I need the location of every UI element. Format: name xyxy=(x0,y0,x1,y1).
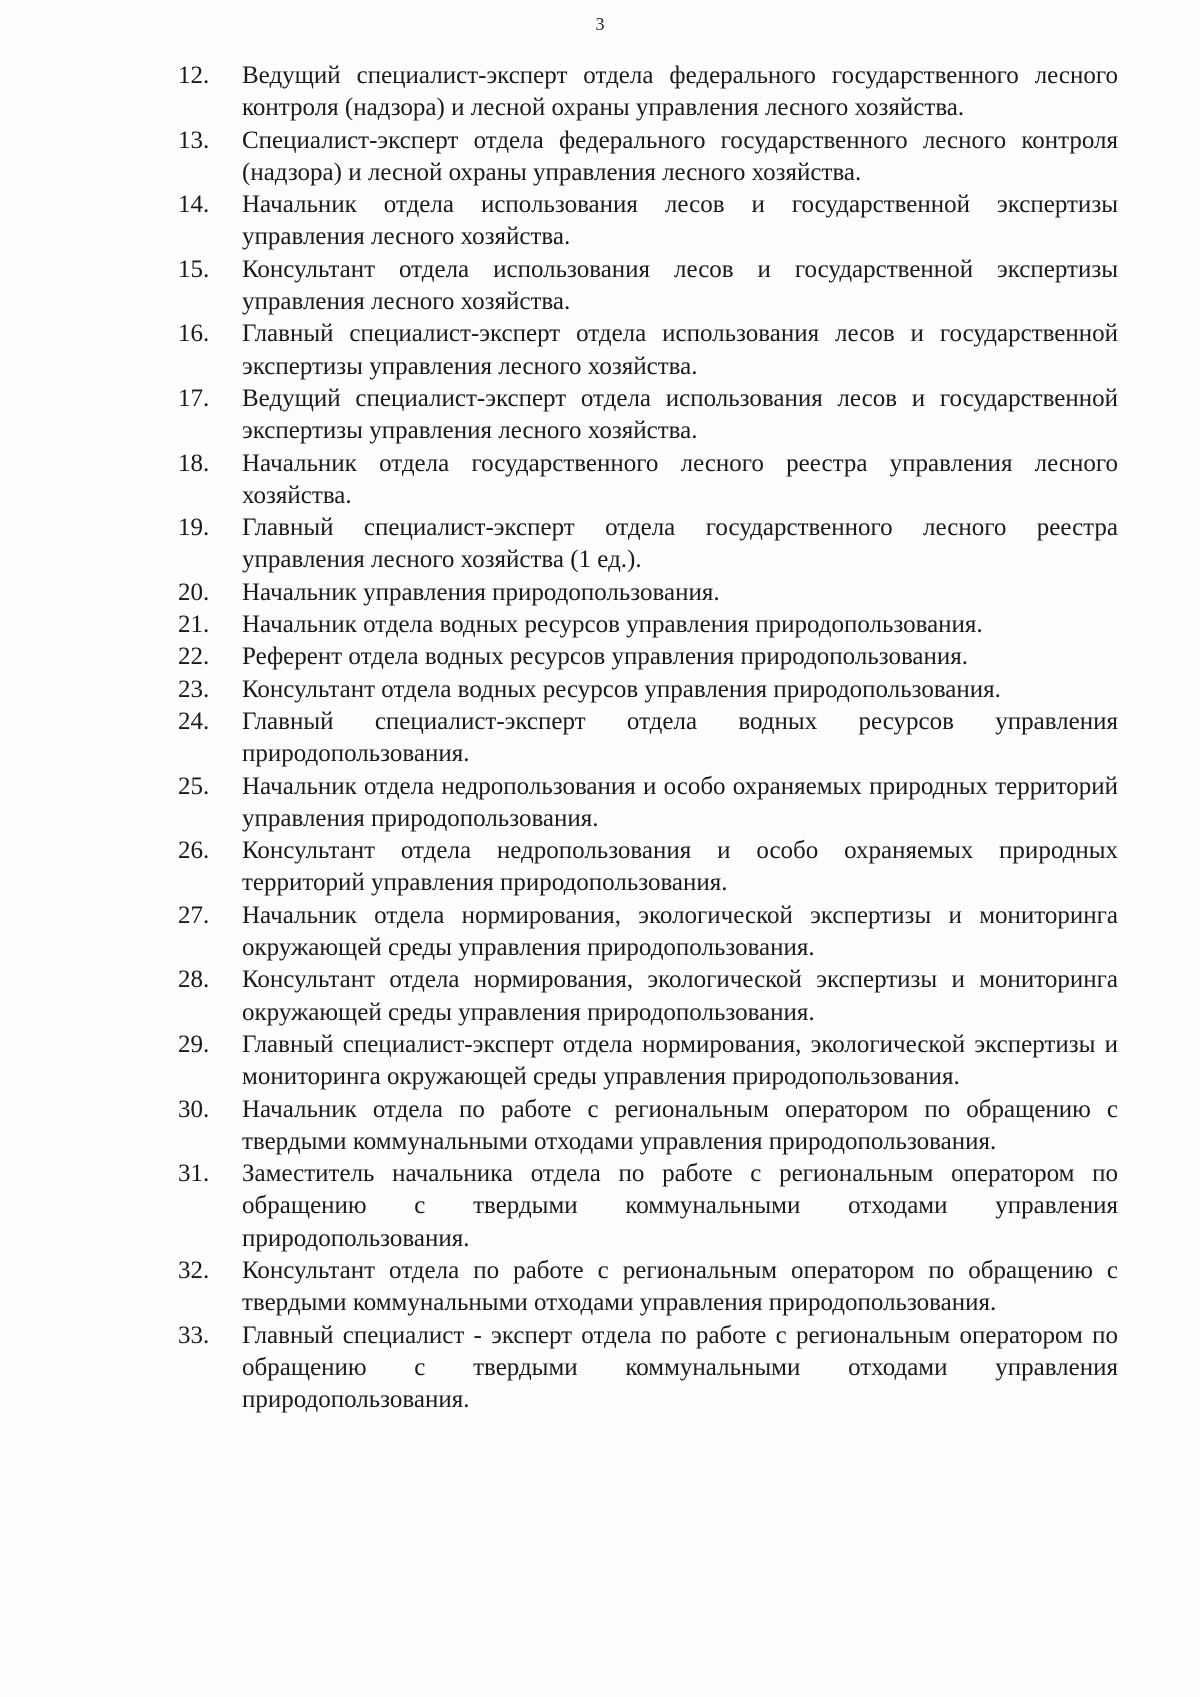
list-item xyxy=(178,706,1118,771)
item-number: 27. xyxy=(178,901,210,929)
item-number: 22. xyxy=(178,643,210,671)
item-text: Начальник отдела нормирования, экологической экспертизы и мониторинга окружающей среды управления природопользования. xyxy=(242,901,1118,962)
item-number: 30. xyxy=(178,1095,210,1123)
item-number: 33. xyxy=(178,1321,210,1349)
item-number: 16. xyxy=(178,320,210,348)
item-text: Консультант отдела нормирования, экологической экспертизы и мониторинга окружающей среды управления природопользования. xyxy=(242,966,1118,1026)
list-item xyxy=(178,1029,1118,1094)
list-item xyxy=(178,771,1118,836)
list-item xyxy=(178,835,1118,900)
item-text: Заместитель начальника отдела по работе с региональным оператором по обращению с твердыми коммунальными отходами управления природопользования. xyxy=(242,1160,1118,1252)
list-item xyxy=(178,512,1118,577)
item-number: 19. xyxy=(178,514,210,542)
item-number: 32. xyxy=(178,1256,210,1284)
item-text: Ведущий специалист-эксперт отдела использования лесов и государственной экспертизы управления лесного хозяйства. xyxy=(242,384,1118,445)
item-number: 28. xyxy=(178,966,210,994)
item-number: 24. xyxy=(178,707,210,735)
item-text: Главный специалист-эксперт отдела нормирования, экологической экспертизы и мониторинга окружающей среды управления природопользования. xyxy=(242,1030,1118,1091)
list-item xyxy=(178,254,1118,319)
item-number: 17. xyxy=(178,384,210,412)
list-item xyxy=(178,1158,1118,1255)
list-item xyxy=(178,189,1118,254)
list-item xyxy=(178,964,1118,1029)
item-number: 20. xyxy=(178,578,210,606)
position-list xyxy=(178,60,1118,1416)
item-text: Главный специалист-эксперт отдела водных ресурсов управления природопользования. xyxy=(242,707,1118,768)
list-item xyxy=(178,1255,1118,1320)
list-item xyxy=(178,641,1118,673)
item-text: Начальник отдела водных ресурсов управления природопользования. xyxy=(242,611,983,639)
item-number: 23. xyxy=(178,675,210,703)
item-number: 26. xyxy=(178,837,210,865)
item-number: 31. xyxy=(178,1160,210,1188)
item-text: Консультант отдела по работе с региональным оператором по обращению с твердыми коммунальными отходами управления природопользования. xyxy=(242,1256,1118,1317)
item-number: 14. xyxy=(178,191,210,219)
item-number: 25. xyxy=(178,772,210,800)
item-text: Начальник отдела использования лесов и государственной экспертизы управления лесного хозяйства. xyxy=(242,191,1118,251)
list-item xyxy=(178,448,1118,513)
page-number: 3 xyxy=(595,14,605,34)
item-text: Главный специалист-эксперт отдела государственного лесного реестра управления лесного хозяйства (1 ед.). xyxy=(242,514,1118,574)
item-text: Консультант отдела использования лесов и государственной экспертизы управления лесного хозяйства. xyxy=(242,255,1118,316)
list-item xyxy=(178,1094,1118,1159)
list-item xyxy=(178,609,1118,641)
item-text: Ведущий специалист-эксперт отдела федерального государственного лесного контроля (надзора) и лесной охраны управления лесного хозяйства. xyxy=(242,62,1118,122)
item-number: 29. xyxy=(178,1030,210,1058)
list-item xyxy=(178,383,1118,448)
list-item xyxy=(178,1320,1118,1417)
list-item xyxy=(178,674,1118,706)
item-number: 18. xyxy=(178,449,210,477)
item-number: 13. xyxy=(178,126,210,154)
item-text: Начальник отдела государственного лесного реестра управления лесного хозяйства. xyxy=(242,449,1118,509)
item-text: Начальник отдела недропользования и особо охраняемых природных территорий управления природопользования. xyxy=(242,772,1118,832)
item-text: Референт отдела водных ресурсов управления природопользования. xyxy=(242,643,969,671)
list-item xyxy=(178,318,1118,383)
item-text: Специалист-эксперт отдела федерального государственного лесного контроля (надзора) и лесной охраны управления лесного хозяйства. xyxy=(242,126,1118,186)
item-number: 12. xyxy=(178,62,210,89)
list-item xyxy=(178,900,1118,965)
list-item xyxy=(178,125,1118,190)
list-item xyxy=(178,577,1118,609)
item-text: Начальник отдела по работе с региональным оператором по обращению с твердыми коммунальными отходами управления природопользования. xyxy=(242,1095,1118,1155)
item-text: Консультант отдела водных ресурсов управления природопользования. xyxy=(242,675,1001,703)
item-text: Главный специалист-эксперт отдела использования лесов и государственной экспертизы управления лесного хозяйства. xyxy=(242,320,1118,380)
item-text: Консультант отдела недропользования и особо охраняемых природных территорий управления природопользования. xyxy=(242,837,1118,897)
list-item xyxy=(178,60,1118,125)
item-text: Главный специалист - эксперт отдела по работе с региональным оператором по обращению с твердыми коммунальными отходами управления природопользования. xyxy=(242,1321,1118,1414)
item-number: 21. xyxy=(178,611,210,639)
item-text: Начальник управления природопользования. xyxy=(242,578,720,606)
item-number: 15. xyxy=(178,255,210,283)
